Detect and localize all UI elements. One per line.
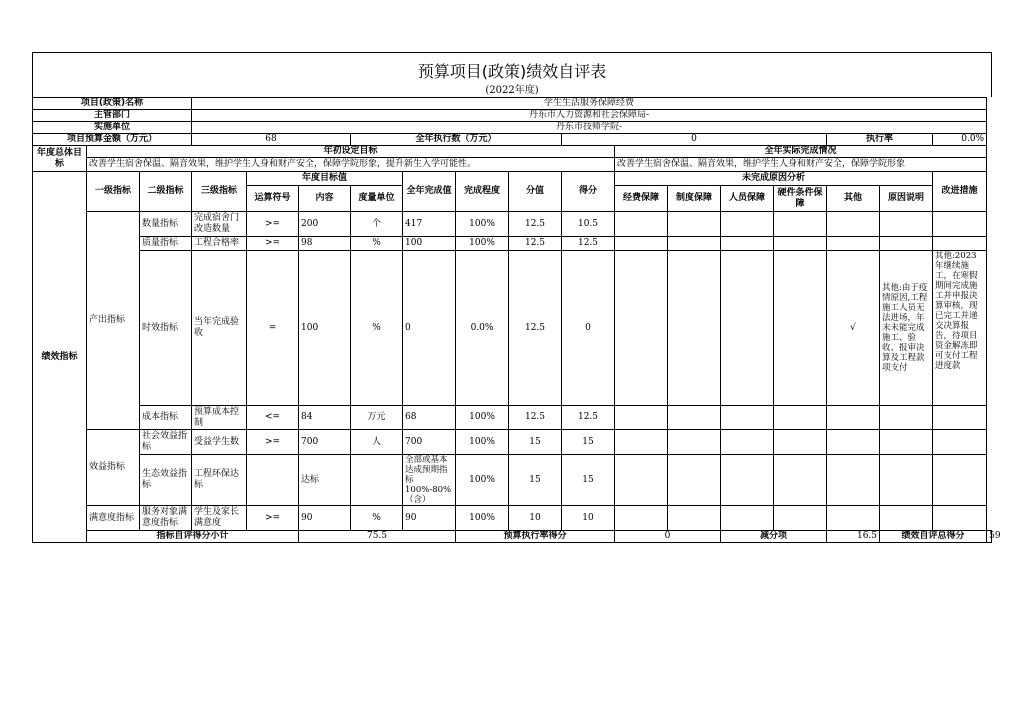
cell-value: 12.5 <box>509 237 562 251</box>
cell-annual: 68 <box>403 406 456 430</box>
cell-op: >= <box>247 237 299 251</box>
cell-degree: 100% <box>456 455 509 506</box>
row-goal-headers <box>33 146 992 158</box>
cell-l3: 预算成本控制 <box>192 406 247 430</box>
cell-unit: 个 <box>351 212 403 237</box>
deduct-value: 16.5 <box>827 531 880 543</box>
cell-value: 10 <box>509 506 562 531</box>
cell-r-explain <box>880 506 933 531</box>
cell-annual: 700 <box>403 430 456 455</box>
row-implementer <box>33 122 992 134</box>
table-row <box>33 506 992 531</box>
cell-content: 90 <box>299 506 351 531</box>
cell-r-explain <box>880 212 933 237</box>
header-r-explain: 原因说明 <box>880 186 933 212</box>
cell-annual: 100 <box>403 237 456 251</box>
self-score: 75.5 <box>299 531 456 543</box>
cell-r-system <box>668 506 721 531</box>
rate-label: 执行率 <box>827 134 933 146</box>
initial-goal-text: 改善学生宿舍保温、隔音效果，维护学生人身和财产安全，保障学院形象，提升新生入学可能性。 <box>87 158 615 172</box>
cell-value: 15 <box>509 455 562 506</box>
cell-r-system <box>668 406 721 430</box>
group-benefit: 效益指标 <box>87 430 140 506</box>
cell-r-staff <box>721 506 774 531</box>
total-score: 59 <box>987 531 992 543</box>
cell-improve <box>933 455 987 506</box>
row-footer <box>33 531 992 543</box>
cell-degree: 100% <box>456 237 509 251</box>
cell-content: 达标 <box>299 455 351 506</box>
cell-l2: 质量指标 <box>140 237 192 251</box>
cell-content: 200 <box>299 212 351 237</box>
cell-score: 10 <box>562 506 615 531</box>
project-name: 学生生活服务保障经费 <box>192 98 987 110</box>
header-content: 内容 <box>299 186 351 212</box>
cell-improve <box>933 406 987 430</box>
cell-l3: 工程合格率 <box>192 237 247 251</box>
table-row <box>33 430 992 455</box>
cell-r-system <box>668 212 721 237</box>
cell-unit: % <box>351 506 403 531</box>
cell-l3: 完成宿舍门改造数量 <box>192 212 247 237</box>
cell-r-staff <box>721 430 774 455</box>
cell-unit: % <box>351 251 403 406</box>
cell-r-staff <box>721 237 774 251</box>
cell-content: 98 <box>299 237 351 251</box>
cell-value: 15 <box>509 430 562 455</box>
header-r-system: 制度保障 <box>668 186 721 212</box>
cell-degree: 100% <box>456 406 509 430</box>
cell-r-funding <box>615 506 668 531</box>
header-r-hardware: 硬件条件保障 <box>774 186 827 212</box>
cell-unit: % <box>351 237 403 251</box>
cell-r-other <box>827 430 880 455</box>
cell-r-funding <box>615 212 668 237</box>
row-budget <box>33 134 992 146</box>
table-row <box>33 251 992 406</box>
header-reasons-group: 未完成原因分析 <box>615 172 933 186</box>
implementer-label: 实施单位 <box>33 122 192 134</box>
cell-score: 12.5 <box>562 406 615 430</box>
header-annual: 全年完成值 <box>403 172 456 212</box>
cell-score: 10.5 <box>562 212 615 237</box>
cell-score: 15 <box>562 430 615 455</box>
cell-r-system <box>668 455 721 506</box>
cell-r-funding <box>615 430 668 455</box>
deduct-label: 减分项 <box>721 531 827 543</box>
header-unit: 度量单位 <box>351 186 403 212</box>
cell-unit: 万元 <box>351 406 403 430</box>
cell-r-other <box>827 506 880 531</box>
row-department <box>33 110 992 122</box>
cell-annual: 417 <box>403 212 456 237</box>
cell-value: 12.5 <box>509 212 562 237</box>
cell-r-funding <box>615 251 668 406</box>
cell-l2: 服务对象满意度指标 <box>140 506 192 531</box>
cell-degree: 100% <box>456 212 509 237</box>
header-r-funding: 经费保障 <box>615 186 668 212</box>
cell-content: 700 <box>299 430 351 455</box>
cell-r-hardware <box>774 455 827 506</box>
cell-unit: 人 <box>351 430 403 455</box>
header-level1: 一级指标 <box>87 172 140 212</box>
cell-r-explain <box>880 455 933 506</box>
evaluation-sheet <box>32 52 1001 543</box>
cell-l2: 时效指标 <box>140 251 192 406</box>
header-score-value: 分值 <box>509 172 562 212</box>
row-header-1 <box>33 172 992 186</box>
group-output: 产出指标 <box>87 212 140 430</box>
cell-score: 12.5 <box>562 237 615 251</box>
evaluation-table <box>32 97 1001 543</box>
cell-l2: 数量指标 <box>140 212 192 237</box>
reason-explanation: 其他:由于疫情原因,工程施工人员无法进场，年末未能完成施工、验收、报审决算及工程款项支付 <box>880 251 933 406</box>
header-score: 得分 <box>562 172 615 212</box>
title-block <box>32 52 992 97</box>
cell-r-hardware <box>774 251 827 406</box>
cell-op: >= <box>247 430 299 455</box>
header-r-staff: 人员保障 <box>721 186 774 212</box>
row-project-name <box>33 98 992 110</box>
self-score-label: 指标自评得分小计 <box>87 531 299 543</box>
cell-r-hardware <box>774 506 827 531</box>
cell-r-other <box>827 455 880 506</box>
cell-r-staff <box>721 212 774 237</box>
cell-r-system <box>668 430 721 455</box>
cell-r-system <box>668 251 721 406</box>
cell-r-staff <box>721 406 774 430</box>
cell-l3: 受益学生数 <box>192 430 247 455</box>
header-op: 运算符号 <box>247 186 299 212</box>
cell-degree: 100% <box>456 506 509 531</box>
department-label: 主管部门 <box>33 110 192 122</box>
header-improve: 改进措施 <box>933 172 987 212</box>
header-r-other: 其他 <box>827 186 880 212</box>
header-level3: 三级指标 <box>192 172 247 212</box>
improvement-measures: 其他:2023年继续施工，在寒假期间完成施工并申报决算审核，现已完工并递交决算报告，待项目资金解冻即可支付工程进度款 <box>933 251 987 406</box>
cell-unit <box>351 455 403 506</box>
goals-label: 年度总体目标 <box>33 146 87 172</box>
check-mark-other: √ <box>827 251 880 406</box>
header-degree: 完成程度 <box>456 172 509 212</box>
cell-improve <box>933 212 987 237</box>
table-row <box>33 406 992 430</box>
cell-op: >= <box>247 212 299 237</box>
cell-r-system <box>668 237 721 251</box>
cell-l2: 生态效益指标 <box>140 455 192 506</box>
cell-improve <box>933 237 987 251</box>
cell-op: <= <box>247 406 299 430</box>
cell-l2: 成本指标 <box>140 406 192 430</box>
rate-value: 0.0% <box>933 134 987 146</box>
executed-value: 0 <box>562 134 827 146</box>
cell-r-staff <box>721 251 774 406</box>
page-subtitle: (2022年度) <box>485 85 539 96</box>
table-row <box>33 237 992 251</box>
cell-value: 12.5 <box>509 406 562 430</box>
cell-r-other <box>827 406 880 430</box>
table-row <box>33 455 992 506</box>
cell-r-hardware <box>774 430 827 455</box>
page-title: 预算项目(政策)绩效自评表 <box>417 62 607 81</box>
implementer: 丹东市技师学院- <box>192 122 987 134</box>
perf-label: 绩效指标 <box>33 172 87 543</box>
cell-score: 0 <box>562 251 615 406</box>
budget-label: 项目预算金额（万元） <box>33 134 192 146</box>
actual-goal-header: 全年实际完成情况 <box>615 146 987 158</box>
exec-score-label: 预算执行率得分 <box>456 531 615 543</box>
header-level2: 二级指标 <box>140 172 192 212</box>
cell-l3: 当年完成验收 <box>192 251 247 406</box>
header-target-group: 年度目标值 <box>247 172 403 186</box>
cell-content: 100 <box>299 251 351 406</box>
cell-r-hardware <box>774 212 827 237</box>
row-goal-text <box>33 158 992 172</box>
cell-annual: 0 <box>403 251 456 406</box>
cell-r-funding <box>615 455 668 506</box>
cell-annual: 90 <box>403 506 456 531</box>
cell-l3: 学生及家长满意度 <box>192 506 247 531</box>
table-row <box>33 212 992 237</box>
actual-goal-text: 改善学生宿舍保温、隔音效果，维护学生人身和财产安全，保障学院形象 <box>615 158 987 172</box>
cell-r-hardware <box>774 406 827 430</box>
cell-r-hardware <box>774 237 827 251</box>
cell-op: >= <box>247 506 299 531</box>
cell-degree: 0.0% <box>456 251 509 406</box>
cell-op <box>247 455 299 506</box>
cell-value: 12.5 <box>509 251 562 406</box>
initial-goal-header: 年初设定目标 <box>87 146 615 158</box>
cell-r-other <box>827 212 880 237</box>
cell-r-staff <box>721 455 774 506</box>
project-name-label: 项目(政策)名称 <box>33 98 192 110</box>
cell-score: 15 <box>562 455 615 506</box>
exec-score: 0 <box>615 531 721 543</box>
cell-annual: 全部或基本达成预期指标100%-80%（含） <box>403 455 456 506</box>
cell-r-explain <box>880 430 933 455</box>
cell-l2: 社会效益指标 <box>140 430 192 455</box>
group-satisfaction: 满意度指标 <box>87 506 140 531</box>
cell-r-explain <box>880 237 933 251</box>
cell-op: = <box>247 251 299 406</box>
cell-content: 84 <box>299 406 351 430</box>
cell-l3: 工程环保达标 <box>192 455 247 506</box>
executed-label: 全年执行数（万元） <box>351 134 562 146</box>
cell-degree: 100% <box>456 430 509 455</box>
total-score-label: 绩效自评总得分 <box>880 531 987 543</box>
cell-r-funding <box>615 406 668 430</box>
cell-improve <box>933 506 987 531</box>
cell-improve <box>933 430 987 455</box>
budget-value: 68 <box>192 134 351 146</box>
cell-r-funding <box>615 237 668 251</box>
department: 丹东市人力资源和社会保障局- <box>192 110 987 122</box>
cell-r-explain <box>880 406 933 430</box>
cell-r-other <box>827 237 880 251</box>
